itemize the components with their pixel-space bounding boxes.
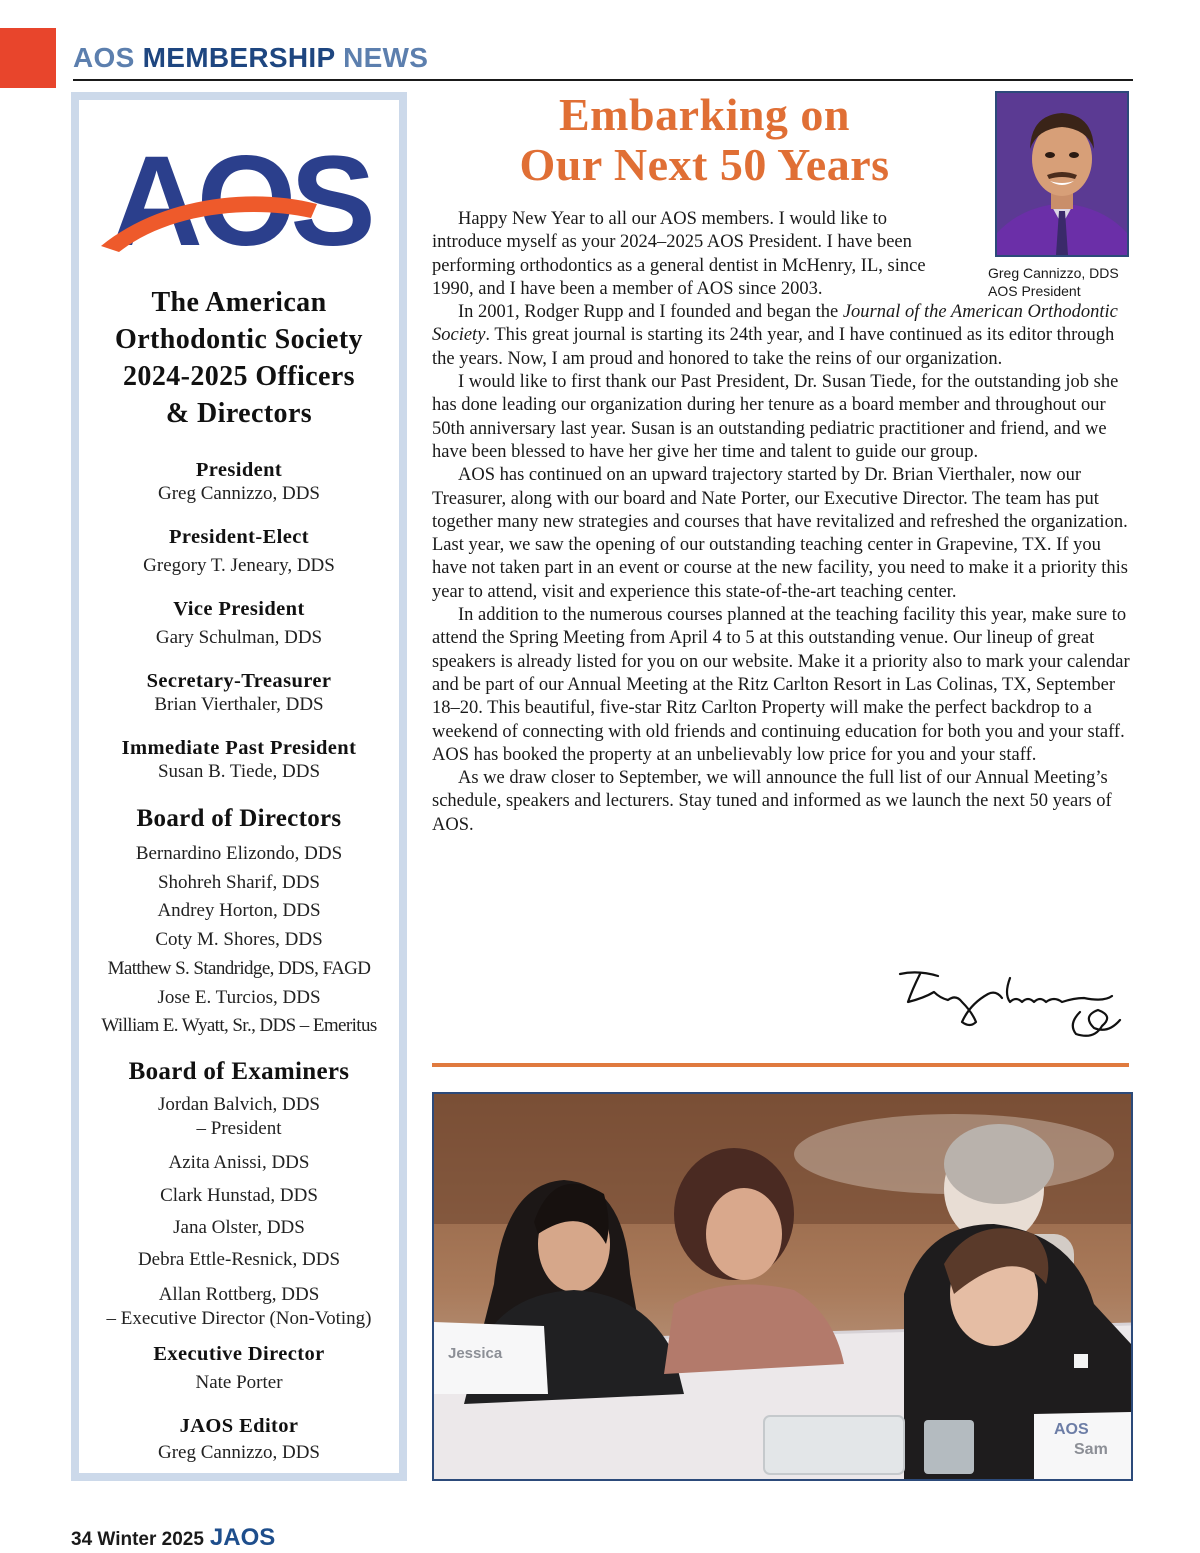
aos-logo-lettering: AOS: [110, 148, 370, 254]
section-header: AOS MEMBERSHIP NEWS: [73, 42, 429, 73]
role-president: President: [195, 459, 283, 481]
paragraph: AOS has continued on an upward trajectory started by Dr. Brian Vierthaler, now our Treasurer, along with our board and Nate Porter, our Executive Director. The team has put together many new strategies and courses that have revitalized and refreshed the organization. Last year, we saw the opening of our outstanding teaching center in Grapevine, TX. If you have not taken part in an event or course at the new facility, you need to make it a priority this year to attend, visit and experience this state-of-the-art teaching center.: [432, 465, 1128, 602]
role-immediate-past-president: Immediate Past President: [121, 737, 357, 759]
examiner-name: Clark Hunstad, DDS: [160, 1184, 318, 1206]
board-examiners-heading: Board of Examiners: [128, 1057, 350, 1085]
director-name: Andrey Horton, DDS: [157, 900, 321, 922]
article-body: [432, 208, 1132, 837]
role-executive-director: Executive Director: [153, 1342, 325, 1365]
person-secretary-treasurer: Brian Vierthaler, DDS: [154, 694, 324, 715]
director-name: Bernardino Elizondo, DDS: [135, 843, 343, 864]
sidebar-panel: [79, 100, 399, 1473]
role-president-elect: President-Elect: [169, 526, 309, 548]
officers-sidebar: [71, 92, 407, 1481]
page-footer: 34 Winter 2025 JAOS: [71, 1524, 276, 1551]
paragraph: In addition to the numerous courses planned at the teaching facility this year, make sure to attend the Spring Meeting from April 4 to 5 at this outstanding venue. Our lineup of great speakers is already listed for you on our website. Make it a priority also to mark your calendar and be part of our Annual Meeting at the Ritz Carlton Resort in Las Colinas, TX, September 18–20. This beautiful, five-star Ritz Carlton Property will make the perfect backdrop to a weekend of connecting with old friends and continuing education for both you and your staff. AOS has booked the property at an unbelievably low price for you and your staff.: [432, 605, 1130, 765]
examiner-note: – Executive Director (Non-Voting): [106, 1307, 372, 1329]
director-name: Matthew S. Standridge, DDS, FAGD: [107, 957, 371, 979]
meeting-photo: [432, 1092, 1133, 1481]
tent-card-jessica: Jessica: [448, 1345, 503, 1362]
portrait-caption: Greg Cannizzo, DDS AOS President: [988, 265, 1119, 299]
person-executive-director: Nate Porter: [195, 1371, 283, 1393]
role-secretary-treasurer: Secretary-Treasurer: [146, 670, 332, 692]
person-immediate-past-president: Susan B. Tiede, DDS: [157, 761, 321, 782]
sidebar-title: The American Orthodontic Society 2024-2025 Officers & Directors: [115, 287, 363, 429]
paragraph: I would like to first thank our Past President, Dr. Susan Tiede, for the outstanding job she has done leading our organization during her tenure as a board member and throughout our 50th anniversary last year. Susan is an outstanding pediatric practitioner and friend, and we have been blessed to have her give her time and talent to guide our group.: [432, 372, 1119, 462]
paragraph: As we draw closer to September, we will announce the full list of our Annual Meeting’s schedule, speakers and lecturers. Stay tuned and informed as we launch the next 50 years of AOS.: [432, 768, 1112, 835]
examiner-name: Azita Anissi, DDS: [168, 1151, 310, 1173]
person-president-elect: Gregory T. Jeneary, DDS: [143, 555, 335, 576]
director-name: Shohreh Sharif, DDS: [157, 871, 321, 893]
paragraph: Happy New Year to all our AOS members. I would like to introduce myself as your 2024–2025 AOS President. I have been performing orthodontics as a general dentist in McHenry, IL, since 1990, and I have been a member of AOS since 2003.: [432, 209, 926, 299]
person-president: Greg Cannizzo, DDS: [158, 483, 320, 504]
person-jaos-editor: Greg Cannizzo, DDS: [158, 1441, 320, 1463]
corner-tab: [0, 28, 56, 88]
signature: [898, 968, 1124, 1042]
section-divider: [432, 1063, 1129, 1067]
director-name: Jose E. Turcios, DDS: [157, 986, 321, 1008]
paragraph: In 2001, Rodger Rupp and I founded and began the Journal of the American Orthodontic Society. This great journal is starting its 24th year, and I have continued as its editor through the years. Now, I am proud and honored to take the reins of our organization.: [432, 302, 1118, 369]
examiner-name: Jordan Balvich, DDS: [157, 1093, 320, 1115]
officers-list: [79, 458, 399, 1465]
person-vice-president: Gary Schulman, DDS: [155, 627, 323, 648]
director-name: Coty M. Shores, DDS: [155, 929, 323, 951]
examiner-note: – President: [196, 1117, 282, 1139]
board-directors-heading: Board of Directors: [136, 805, 342, 832]
role-jaos-editor: JAOS Editor: [179, 1414, 299, 1437]
examiner-name: Allan Rottberg, DDS: [158, 1283, 320, 1305]
examiner-name: Debra Ettle-Resnick, DDS: [137, 1248, 341, 1270]
tent-card-sam: Sam: [1074, 1441, 1108, 1458]
article-title: Embarking on Our Next 50 Years: [519, 89, 890, 190]
examiner-name: Jana Olster, DDS: [173, 1216, 305, 1238]
aos-logo: [97, 148, 383, 254]
role-vice-president: Vice President: [173, 598, 305, 620]
tent-card-logo: AOS: [1054, 1421, 1089, 1438]
director-name: William E. Wyatt, Sr., DDS – Emeritus: [101, 1015, 377, 1037]
header-rule: [73, 79, 1133, 81]
